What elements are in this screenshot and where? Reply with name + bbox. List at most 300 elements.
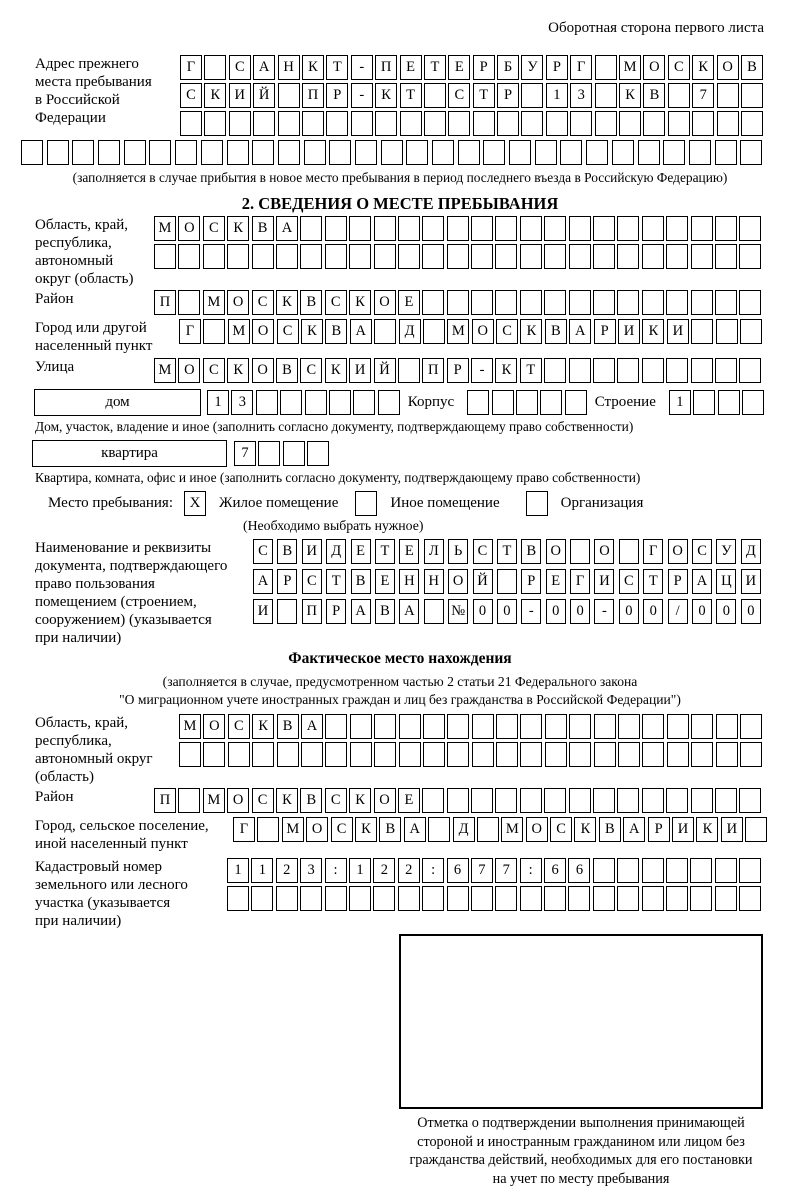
- char-cell: Г: [180, 55, 202, 80]
- char-cell: [447, 290, 469, 315]
- char-cell: Е: [375, 569, 395, 594]
- char-cell: [229, 111, 251, 136]
- char-cell: В: [379, 817, 401, 842]
- char-cell: [521, 111, 543, 136]
- char-cell: [715, 886, 737, 911]
- char-cell: [355, 140, 377, 165]
- cadastre-label: Кадастровый номер земельного или лесного участка (указывается при наличии): [35, 859, 188, 929]
- char-cell: 0: [570, 599, 590, 624]
- prev-address-row-1: [180, 55, 763, 80]
- char-cell: [545, 742, 567, 767]
- char-cell: [520, 244, 542, 269]
- stroenie-label: Строение: [594, 394, 656, 410]
- char-cell: [422, 244, 444, 269]
- char-cell: [423, 714, 445, 739]
- char-cell: В: [643, 83, 665, 108]
- char-cell: К: [642, 319, 664, 344]
- char-cell: В: [351, 569, 371, 594]
- char-cell: [252, 244, 274, 269]
- char-cell: №: [448, 599, 468, 624]
- char-cell: О: [178, 358, 200, 383]
- char-cell: К: [619, 83, 641, 108]
- house-row: [34, 389, 800, 416]
- char-cell: [642, 886, 664, 911]
- char-cell: [47, 140, 69, 165]
- char-cell: [740, 140, 762, 165]
- char-cell: Е: [398, 290, 420, 315]
- char-cell: О: [178, 216, 200, 241]
- apartment-cells: [234, 441, 329, 466]
- char-cell: [447, 216, 469, 241]
- document-block: [35, 539, 800, 647]
- district-label: Район: [35, 291, 74, 307]
- section2-title: 2. СВЕДЕНИЯ О МЕСТЕ ПРЕБЫВАНИЯ: [241, 194, 559, 213]
- char-cell: В: [521, 539, 541, 564]
- char-cell: 0: [546, 599, 566, 624]
- district-block: [35, 290, 800, 315]
- char-cell: [496, 714, 518, 739]
- char-cell: А: [276, 216, 298, 241]
- char-cell: [325, 742, 347, 767]
- house-note: Дом, участок, владение и иное (заполнить согласно документу, подтверждающему право собственности): [35, 419, 634, 434]
- char-cell: М: [501, 817, 523, 842]
- char-cell: [617, 788, 639, 813]
- house-number-cells: [207, 390, 400, 415]
- char-cell: Ц: [716, 569, 736, 594]
- char-cell: К: [276, 788, 298, 813]
- char-cell: 1: [669, 390, 691, 415]
- char-cell: [278, 83, 300, 108]
- actual-location-note: (заполняется в случае, предусмотренном частью 2 статьи 21 Федерального закона "О миграционном учете иностранных граждан и лиц без гражданства в Российской Федерации"): [119, 674, 681, 707]
- char-cell: К: [276, 290, 298, 315]
- actual-city-label: Город, сельское поселение, иной населенный пункт: [35, 818, 209, 852]
- char-cell: [374, 244, 396, 269]
- korpus-cells: [467, 390, 587, 415]
- char-cell: -: [594, 599, 614, 624]
- char-cell: [691, 788, 713, 813]
- char-cell: [691, 290, 713, 315]
- char-cell: М: [154, 216, 176, 241]
- char-cell: Р: [594, 319, 616, 344]
- char-cell: К: [696, 817, 718, 842]
- char-cell: 3: [570, 83, 592, 108]
- char-cell: И: [741, 569, 761, 594]
- char-cell: 0: [619, 599, 639, 624]
- char-cell: [277, 742, 299, 767]
- char-cell: С: [252, 290, 274, 315]
- char-cell: К: [375, 83, 397, 108]
- char-cell: С: [325, 788, 347, 813]
- char-cell: -: [351, 55, 373, 80]
- char-cell: С: [550, 817, 572, 842]
- char-cell: [201, 140, 223, 165]
- prev-address-row-3: [180, 111, 763, 136]
- char-cell: [739, 358, 761, 383]
- char-cell: [544, 788, 566, 813]
- char-cell: [521, 83, 543, 108]
- char-cell: [227, 886, 249, 911]
- char-cell: О: [252, 319, 274, 344]
- char-cell: С: [619, 569, 639, 594]
- char-cell: [399, 742, 421, 767]
- char-cell: Р: [326, 83, 348, 108]
- char-cell: [351, 111, 373, 136]
- char-cell: [471, 290, 493, 315]
- char-cell: [667, 742, 689, 767]
- char-cell: [278, 111, 300, 136]
- char-cell: О: [668, 539, 688, 564]
- char-cell: Л: [424, 539, 444, 564]
- char-cell: С: [228, 714, 250, 739]
- char-cell: 0: [741, 599, 761, 624]
- char-cell: [495, 216, 517, 241]
- apartment-note: Квартира, комната, офис и иное (заполнить согласно документу, подтверждающему право собственности): [35, 470, 641, 485]
- char-cell: Д: [399, 319, 421, 344]
- char-cell: С: [277, 319, 299, 344]
- char-cell: [398, 244, 420, 269]
- char-cell: [149, 140, 171, 165]
- char-cell: [424, 111, 446, 136]
- street-label: Улица: [35, 359, 75, 375]
- char-cell: [666, 290, 688, 315]
- char-cell: 7: [692, 83, 714, 108]
- char-cell: 0: [497, 599, 517, 624]
- char-cell: [618, 742, 640, 767]
- char-cell: М: [228, 319, 250, 344]
- char-cell: [353, 390, 375, 415]
- checkbox-other-premises: [355, 491, 377, 516]
- char-cell: [692, 111, 714, 136]
- checkbox-residential: Х: [184, 491, 206, 516]
- char-cell: [325, 714, 347, 739]
- char-cell: [423, 319, 445, 344]
- char-cell: [715, 858, 737, 883]
- char-cell: Д: [326, 539, 346, 564]
- char-cell: [472, 742, 494, 767]
- char-cell: [569, 742, 591, 767]
- char-cell: О: [227, 290, 249, 315]
- street-row: [154, 358, 761, 383]
- char-cell: [544, 244, 566, 269]
- char-cell: [666, 886, 688, 911]
- char-cell: [257, 817, 279, 842]
- char-cell: О: [203, 714, 225, 739]
- street-block: [35, 358, 800, 383]
- char-cell: Р: [277, 569, 297, 594]
- char-cell: 2: [398, 858, 420, 883]
- actual-district-block: [35, 788, 800, 813]
- char-cell: :: [520, 858, 542, 883]
- char-cell: [349, 886, 371, 911]
- char-cell: В: [325, 319, 347, 344]
- char-cell: 1: [227, 858, 249, 883]
- char-cell: [739, 244, 761, 269]
- char-cell: [280, 390, 302, 415]
- char-cell: П: [302, 599, 322, 624]
- char-cell: [495, 886, 517, 911]
- char-cell: [256, 390, 278, 415]
- char-cell: [569, 714, 591, 739]
- char-cell: И: [672, 817, 694, 842]
- char-cell: [72, 140, 94, 165]
- char-cell: [643, 111, 665, 136]
- char-cell: И: [229, 83, 251, 108]
- char-cell: [638, 140, 660, 165]
- char-cell: [569, 290, 591, 315]
- char-cell: [175, 140, 197, 165]
- char-cell: [447, 788, 469, 813]
- char-cell: [492, 390, 514, 415]
- prev-address-row-2: [180, 83, 763, 108]
- char-cell: [301, 742, 323, 767]
- char-cell: [739, 788, 761, 813]
- region-block: [35, 216, 800, 288]
- char-cell: 6: [447, 858, 469, 883]
- char-cell: [715, 216, 737, 241]
- char-cell: О: [472, 319, 494, 344]
- char-cell: [540, 390, 562, 415]
- district-row: [154, 290, 761, 315]
- char-cell: [740, 714, 762, 739]
- char-cell: [690, 886, 712, 911]
- char-cell: [477, 817, 499, 842]
- char-cell: [398, 886, 420, 911]
- char-cell: [227, 244, 249, 269]
- char-cell: [374, 742, 396, 767]
- char-cell: [307, 441, 329, 466]
- char-cell: У: [521, 55, 543, 80]
- char-cell: Е: [351, 539, 371, 564]
- char-cell: 3: [231, 390, 253, 415]
- char-cell: [497, 111, 519, 136]
- char-cell: [691, 714, 713, 739]
- char-cell: С: [473, 539, 493, 564]
- char-cell: В: [300, 290, 322, 315]
- char-cell: [423, 742, 445, 767]
- char-cell: Р: [326, 599, 346, 624]
- char-cell: Д: [453, 817, 475, 842]
- char-cell: [495, 788, 517, 813]
- char-cell: [520, 788, 542, 813]
- char-cell: [472, 714, 494, 739]
- char-cell: [204, 55, 226, 80]
- char-cell: -: [521, 599, 541, 624]
- char-cell: 7: [234, 441, 256, 466]
- char-cell: О: [717, 55, 739, 80]
- char-cell: С: [203, 358, 225, 383]
- char-cell: П: [375, 55, 397, 80]
- char-cell: Б: [497, 55, 519, 80]
- char-cell: О: [594, 539, 614, 564]
- char-cell: [495, 290, 517, 315]
- char-cell: 7: [471, 858, 493, 883]
- actual-region-rows: [179, 714, 762, 767]
- char-cell: [497, 569, 517, 594]
- char-cell: О: [227, 788, 249, 813]
- char-cell: В: [276, 358, 298, 383]
- char-cell: В: [375, 599, 395, 624]
- char-cell: С: [496, 319, 518, 344]
- char-cell: [691, 319, 713, 344]
- char-cell: [447, 886, 469, 911]
- char-cell: [666, 788, 688, 813]
- char-cell: 2: [276, 858, 298, 883]
- char-cell: [400, 111, 422, 136]
- char-cell: [278, 140, 300, 165]
- char-cell: [178, 244, 200, 269]
- char-cell: 6: [568, 858, 590, 883]
- char-cell: А: [399, 599, 419, 624]
- char-cell: С: [325, 290, 347, 315]
- char-cell: [326, 111, 348, 136]
- char-cell: [300, 244, 322, 269]
- apartment-row: [32, 440, 800, 467]
- char-cell: [742, 390, 764, 415]
- char-cell: А: [253, 55, 275, 80]
- char-cell: К: [301, 319, 323, 344]
- actual-city-block: [35, 817, 800, 853]
- char-cell: [617, 858, 639, 883]
- char-cell: [304, 140, 326, 165]
- region-row-1: [154, 216, 761, 241]
- char-cell: [545, 714, 567, 739]
- char-cell: [594, 714, 616, 739]
- char-cell: [642, 858, 664, 883]
- char-cell: [544, 358, 566, 383]
- prev-address-note: (заполняется в случае прибытия в новое место пребывания в период последнего въезда в Российскую Федерацию): [72, 170, 728, 185]
- char-cell: [252, 742, 274, 767]
- char-cell: [495, 244, 517, 269]
- char-cell: [399, 714, 421, 739]
- char-cell: О: [448, 569, 468, 594]
- char-cell: В: [277, 539, 297, 564]
- document-rows: [253, 539, 761, 624]
- char-cell: [715, 140, 737, 165]
- char-cell: [593, 788, 615, 813]
- char-cell: [253, 111, 275, 136]
- stay-type-label: Место пребывания:: [48, 495, 173, 511]
- char-cell: И: [594, 569, 614, 594]
- char-cell: [586, 140, 608, 165]
- char-cell: В: [741, 55, 763, 80]
- char-cell: [203, 319, 225, 344]
- char-cell: [546, 111, 568, 136]
- char-cell: [329, 390, 351, 415]
- actual-location-title: Фактическое место нахождения: [288, 650, 512, 667]
- char-cell: [717, 83, 739, 108]
- char-cell: К: [692, 55, 714, 80]
- char-cell: [398, 358, 420, 383]
- char-cell: [617, 290, 639, 315]
- cadastre-block: [35, 858, 800, 930]
- char-cell: [691, 216, 713, 241]
- char-cell: В: [277, 714, 299, 739]
- char-cell: М: [179, 714, 201, 739]
- char-cell: [642, 788, 664, 813]
- char-cell: [666, 858, 688, 883]
- char-cell: [569, 358, 591, 383]
- char-cell: 1: [251, 858, 273, 883]
- char-cell: [593, 216, 615, 241]
- char-cell: [617, 886, 639, 911]
- char-cell: Е: [448, 55, 470, 80]
- region-rows: [154, 216, 761, 269]
- char-cell: [642, 290, 664, 315]
- char-cell: [741, 111, 763, 136]
- char-cell: В: [599, 817, 621, 842]
- char-cell: Ь: [448, 539, 468, 564]
- char-cell: /: [668, 599, 688, 624]
- char-cell: Н: [399, 569, 419, 594]
- document-row-2: [253, 569, 761, 594]
- char-cell: О: [374, 290, 396, 315]
- char-cell: [473, 111, 495, 136]
- char-cell: [544, 290, 566, 315]
- actual-region-row-2: [179, 742, 762, 767]
- region-label: Область, край, республика, автономный округ (область): [35, 217, 134, 287]
- char-cell: С: [180, 83, 202, 108]
- char-cell: 0: [643, 599, 663, 624]
- char-cell: Р: [497, 83, 519, 108]
- char-cell: Т: [424, 55, 446, 80]
- char-cell: [668, 111, 690, 136]
- actual-district-label: Район: [35, 789, 74, 805]
- char-cell: [569, 216, 591, 241]
- char-cell: 3: [300, 858, 322, 883]
- char-cell: У: [716, 539, 736, 564]
- char-cell: [302, 111, 324, 136]
- char-cell: [745, 817, 767, 842]
- char-cell: [203, 244, 225, 269]
- char-cell: К: [349, 788, 371, 813]
- char-cell: [350, 714, 372, 739]
- char-cell: [373, 886, 395, 911]
- char-cell: И: [667, 319, 689, 344]
- char-cell: Т: [375, 539, 395, 564]
- char-cell: О: [546, 539, 566, 564]
- char-cell: В: [252, 216, 274, 241]
- char-cell: [642, 216, 664, 241]
- char-cell: [595, 55, 617, 80]
- char-cell: [642, 358, 664, 383]
- char-cell: [716, 319, 738, 344]
- char-cell: [467, 390, 489, 415]
- char-cell: [300, 886, 322, 911]
- char-cell: Т: [326, 55, 348, 80]
- char-cell: А: [623, 817, 645, 842]
- char-cell: [666, 216, 688, 241]
- char-cell: А: [350, 319, 372, 344]
- char-cell: [406, 140, 428, 165]
- char-cell: [739, 886, 761, 911]
- char-cell: Т: [473, 83, 495, 108]
- char-cell: [593, 358, 615, 383]
- char-cell: [203, 742, 225, 767]
- char-cell: Р: [546, 55, 568, 80]
- char-cell: [612, 140, 634, 165]
- char-cell: [619, 539, 639, 564]
- char-cell: [691, 742, 713, 767]
- char-cell: [570, 539, 590, 564]
- char-cell: [349, 216, 371, 241]
- char-cell: [716, 742, 738, 767]
- char-cell: 7: [495, 858, 517, 883]
- char-cell: [98, 140, 120, 165]
- char-cell: П: [154, 788, 176, 813]
- stroenie-cells: [669, 390, 764, 415]
- char-cell: С: [253, 539, 273, 564]
- char-cell: С: [692, 539, 712, 564]
